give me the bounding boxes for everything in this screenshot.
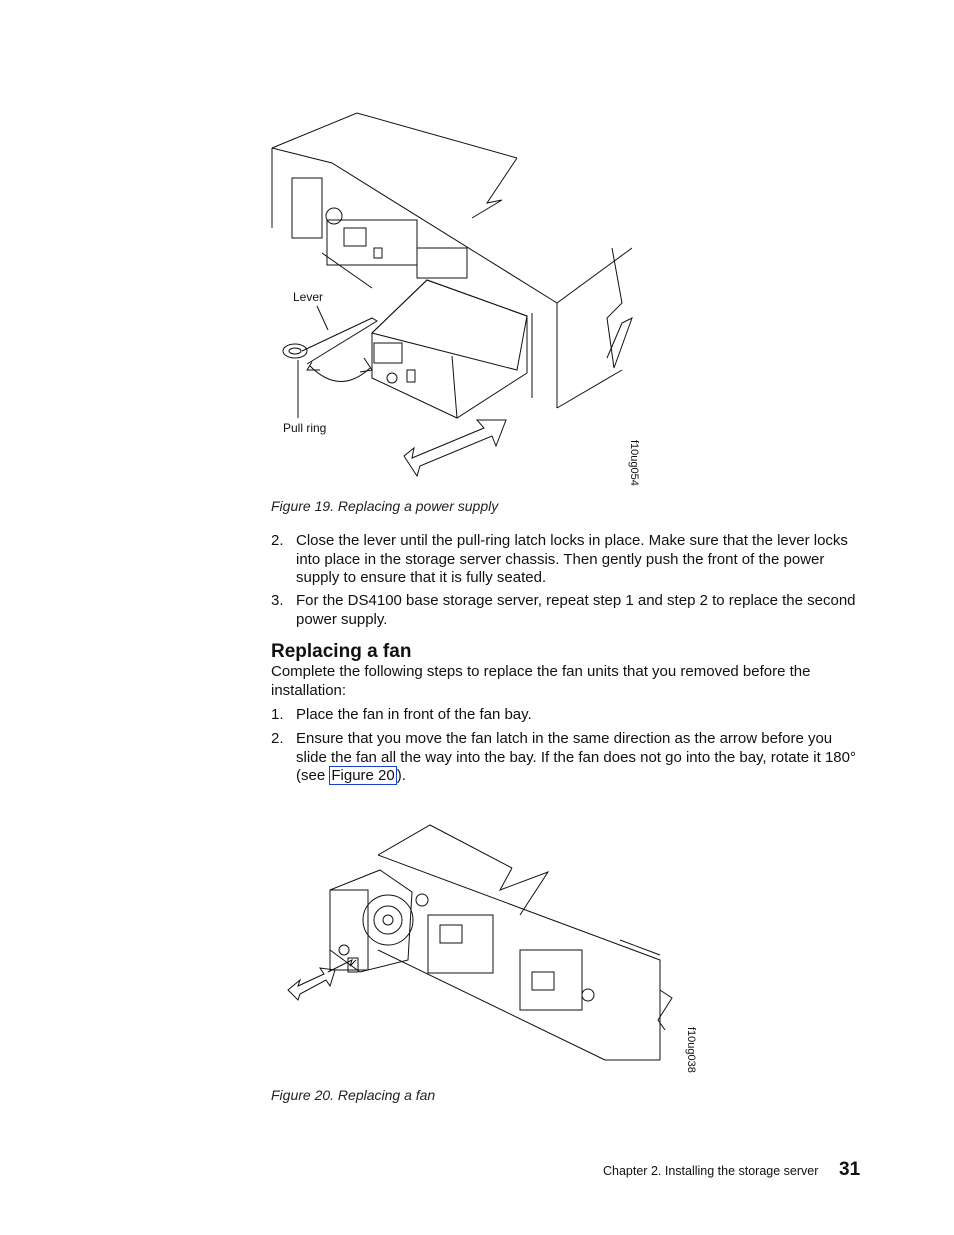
- step-item: [271, 592, 857, 629]
- step-number: 2.: [271, 730, 284, 747]
- step-item: [271, 706, 857, 725]
- step-text: Place the fan in front of the fan bay.: [296, 706, 532, 723]
- step-text: For the DS4100 base storage server, repeat step 1 and step 2 to replace the second power supply.: [296, 592, 856, 628]
- figure-19-code: f10ug054: [628, 440, 640, 486]
- figure-20-code: f10ug038: [685, 1027, 697, 1073]
- step-number: 1.: [271, 706, 284, 723]
- page-number: 31: [839, 1159, 861, 1180]
- figure-20-fan-illustration: [280, 820, 700, 1070]
- step-text: Close the lever until the pull-ring latch locks in place. Make sure that the lever locks into place in the storage server chassis. Then gently push the front of the power supply to ensure that it is fully seated.: [296, 532, 848, 586]
- section-heading: Replacing a fan: [271, 641, 412, 662]
- lever-label: Lever: [293, 290, 324, 304]
- section-intro: Complete the following steps to replace the fan units that you removed before the installation:: [271, 663, 811, 699]
- figure-19-caption: Figure 19. Replacing a power supply: [271, 498, 499, 514]
- pull-ring-label: Pull ring: [283, 421, 327, 435]
- figure-20-link[interactable]: Figure 20: [331, 767, 395, 784]
- footer-chapter: Chapter 2. Installing the storage server: [603, 1164, 819, 1178]
- step-number: 2.: [271, 532, 284, 549]
- step-item: [271, 532, 857, 588]
- step-text: [296, 730, 857, 786]
- step-text-before: Ensure that you move the fan latch in the same direction as the arrow before you slide the fan all the way into the bay. If the fan does not go into the bay, rotate it 180° (see: [296, 730, 856, 784]
- step-number: 3.: [271, 592, 284, 609]
- step-text-after: ).: [396, 767, 406, 784]
- step-item: [271, 730, 857, 786]
- figure-20-caption: Figure 20. Replacing a fan: [271, 1087, 436, 1103]
